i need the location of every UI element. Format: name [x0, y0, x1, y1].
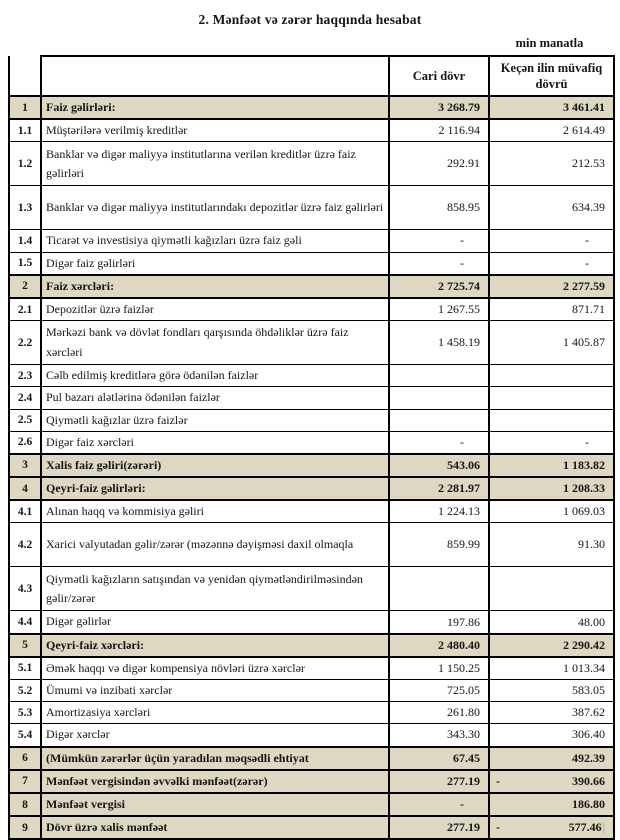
row-number-cell: 9 [9, 816, 41, 839]
current-value-cell: 277.19 [389, 816, 489, 839]
row-number-cell: 5.1 [9, 657, 41, 680]
table-row [9, 96, 614, 119]
current-value-cell: 1 458.19 [389, 321, 489, 365]
row-number-cell: 2.2 [9, 321, 41, 365]
previous-value-cell: 2 277.59 [489, 275, 614, 298]
row-number-cell: 1.2 [9, 142, 41, 186]
table-row [9, 275, 614, 298]
previous-value-cell [489, 770, 614, 793]
profit-loss-table [8, 55, 615, 840]
previous-value-cell: 871.71 [489, 298, 614, 321]
row-number-cell: 5.4 [9, 724, 41, 747]
previous-value-cell: - [489, 230, 614, 252]
table-row [9, 454, 614, 477]
previous-value-cell: - [489, 431, 614, 454]
previous-value-cell: 1 208.33 [489, 477, 614, 500]
row-label-cell: Pul bazarı alətlərinə ödənilən faizlər [41, 387, 389, 409]
current-value-cell: 1 150.25 [389, 657, 489, 680]
row-number-cell: 4.1 [9, 500, 41, 523]
minus-sign: - [496, 820, 500, 835]
row-label-cell: Faiz gəlirləri: [41, 96, 389, 119]
row-label-cell: Dövr üzrə xalis mənfəət [41, 816, 389, 839]
row-label-cell: Qeyri-faiz xərcləri: [41, 634, 389, 657]
row-number-cell: 5.3 [9, 702, 41, 724]
current-value-cell: 67.45 [389, 747, 489, 770]
table-row [9, 634, 614, 657]
row-number-cell: 7 [9, 770, 41, 793]
header-number-cell [9, 56, 41, 96]
current-value-cell: 292.91 [389, 142, 489, 186]
row-label-cell: Qiymətli kağızların satışından və yenidən qiymətləndirilməsindən gəlir/zərər [41, 567, 389, 611]
current-value-cell: 197.86 [389, 611, 489, 634]
current-value-cell [389, 567, 489, 611]
row-label-cell: Ümumi və inzibati xərclər [41, 680, 389, 702]
current-value-cell: 543.06 [389, 454, 489, 477]
table-row [9, 142, 614, 186]
cell-value: 390.66 [572, 773, 605, 788]
previous-value-cell [489, 365, 614, 387]
current-value-cell: 725.05 [389, 680, 489, 702]
scan-artifact: | [602, 820, 605, 835]
row-label-cell: Əmək haqqı və digər kompensiya növləri üzrə xərclər [41, 657, 389, 680]
row-number-cell: 1 [9, 96, 41, 119]
row-number-cell: 4.2 [9, 523, 41, 567]
row-number-cell: 4.3 [9, 567, 41, 611]
previous-value-cell: 212.53 [489, 142, 614, 186]
row-number-cell: 1.4 [9, 230, 41, 252]
row-label-cell: Mənfəət vergisindən əvvəlki mənfəət(zərər) [41, 770, 389, 793]
row-label-cell: Banklar və digər maliyyə institutlarına verilən kreditlər üzrə faiz gəlirləri [41, 142, 389, 186]
row-label-cell: Mərkəzi bank və dövlət fondları qarşısında öhdəliklər üzrə faiz xərcləri [41, 321, 389, 365]
previous-value-cell [489, 567, 614, 611]
current-value-cell: 261.80 [389, 702, 489, 724]
current-value-cell: 2 281.97 [389, 477, 489, 500]
unit-label: min manatla [515, 36, 584, 50]
previous-value-cell: 1 405.87 [489, 321, 614, 365]
table-row [9, 431, 614, 454]
row-number-cell: 5 [9, 634, 41, 657]
page-title: 2. Mənfəət və zərər haqqında hesabat [198, 12, 422, 27]
previous-value-cell: 1 013.34 [489, 657, 614, 680]
table-row [9, 702, 614, 724]
row-label-cell: Xarici valyutadan gəlir/zərər (məzənnə dəyişməsi daxil olmaqla [41, 523, 389, 567]
row-number-cell: 8 [9, 793, 41, 816]
current-value-cell: 1 224.13 [389, 500, 489, 523]
row-label-cell: Qeyri-faiz gəlirləri: [41, 477, 389, 500]
table-body [9, 96, 614, 839]
previous-value-cell [489, 816, 614, 839]
row-number-cell: 2.6 [9, 431, 41, 454]
row-number-cell: 2.3 [9, 365, 41, 387]
current-value-cell: - [389, 431, 489, 454]
table-row [9, 657, 614, 680]
row-number-cell: 1.1 [9, 119, 41, 142]
previous-value-cell [489, 409, 614, 431]
table-row [9, 523, 614, 567]
row-label-cell: (Mümkün zərərlər üçün yaradılan məqsədli ehtiyat [41, 747, 389, 770]
current-value-cell: 2 116.94 [389, 119, 489, 142]
previous-value-cell: 186.80 [489, 793, 614, 816]
table-row [9, 747, 614, 770]
row-label-cell: Xalis faiz gəliri(zərəri) [41, 454, 389, 477]
row-label-cell: Digər faiz gəlirləri [41, 252, 389, 275]
table-row [9, 186, 614, 230]
current-value-cell: - [389, 252, 489, 275]
table-row [9, 230, 614, 252]
table-row [9, 387, 614, 409]
table-row [9, 793, 614, 816]
row-number-cell: 2.4 [9, 387, 41, 409]
table-row [9, 409, 614, 431]
previous-value-cell: 492.39 [489, 747, 614, 770]
row-label-cell: Digər faiz xərcləri [41, 431, 389, 454]
current-value-cell: - [389, 230, 489, 252]
current-value-cell: 343.30 [389, 724, 489, 747]
current-value-cell [389, 365, 489, 387]
row-number-cell: 2.5 [9, 409, 41, 431]
row-number-cell: 6 [9, 747, 41, 770]
table-row [9, 252, 614, 275]
row-label-cell: Digər gəlirlər [41, 611, 389, 634]
previous-value-cell: 306.40 [489, 724, 614, 747]
row-number-cell: 1.5 [9, 252, 41, 275]
row-number-cell: 3 [9, 454, 41, 477]
cell-value: 577.46| [568, 820, 605, 835]
current-value-cell: 859.99 [389, 523, 489, 567]
row-number-cell: 4 [9, 477, 41, 500]
row-label-cell: Ticarət və investisiya qiymətli kağızları üzrə faiz gəli [41, 230, 389, 252]
previous-value-cell [489, 387, 614, 409]
row-label-cell: Amortizasiya xərcləri [41, 702, 389, 724]
row-label-cell: Banklar və digər maliyyə institutlarındakı depozitlər üzrə faiz gəlirləri [41, 186, 389, 230]
current-value-cell: 858.95 [389, 186, 489, 230]
table-row [9, 365, 614, 387]
header-label-cell [41, 56, 389, 96]
previous-value-cell: - [489, 252, 614, 275]
table-row [9, 816, 614, 839]
table-row [9, 298, 614, 321]
table-row [9, 500, 614, 523]
row-label-cell: Alınan haqq və kommisiya gəliri [41, 500, 389, 523]
row-label-cell: Qiymətli kağızlar üzrə faizlər [41, 409, 389, 431]
current-value-cell: 2 480.40 [389, 634, 489, 657]
previous-value-cell: 2 290.42 [489, 634, 614, 657]
previous-value-cell: 387.62 [489, 702, 614, 724]
table-row [9, 724, 614, 747]
current-value-cell: 277.19 [389, 770, 489, 793]
previous-value-cell: 3 461.41 [489, 96, 614, 119]
table-row [9, 567, 614, 611]
table-row [9, 680, 614, 702]
table-row [9, 321, 614, 365]
row-number-cell: 1.3 [9, 186, 41, 230]
row-label-cell: Mənfəət vergisi [41, 793, 389, 816]
current-value-cell: 3 268.79 [389, 96, 489, 119]
row-label-cell: Cəlb edilmiş kreditlərə görə ödənilən faizlər [41, 365, 389, 387]
previous-value-cell: 1 183.82 [489, 454, 614, 477]
minus-sign: - [496, 773, 500, 788]
previous-value-cell: 91.30 [489, 523, 614, 567]
current-value-cell: 2 725.74 [389, 275, 489, 298]
current-value-cell [389, 387, 489, 409]
table-row [9, 770, 614, 793]
previous-value-cell: 634.39 [489, 186, 614, 230]
header-previous-period: Keçən ilin müvafiq dövrü [489, 56, 614, 96]
row-number-cell: 4.4 [9, 611, 41, 634]
current-value-cell: 1 267.55 [389, 298, 489, 321]
previous-value-cell: 1 069.03 [489, 500, 614, 523]
table-row [9, 611, 614, 634]
row-number-cell: 5.2 [9, 680, 41, 702]
header-current-period: Cari dövr [389, 56, 489, 96]
previous-value-cell: 48.00 [489, 611, 614, 634]
header-row [9, 56, 614, 96]
row-number-cell: 2 [9, 275, 41, 298]
current-value-cell: - [389, 793, 489, 816]
row-number-cell: 2.1 [9, 298, 41, 321]
row-label-cell: Depozitlər üzrə faizlər [41, 298, 389, 321]
row-label-cell: Müştərilərə verilmiş kreditlər [41, 119, 389, 142]
previous-value-cell: 583.05 [489, 680, 614, 702]
previous-value-cell: 2 614.49 [489, 119, 614, 142]
row-label-cell: Digər xərclər [41, 724, 389, 747]
table-header [9, 56, 614, 96]
table-row [9, 477, 614, 500]
current-value-cell [389, 409, 489, 431]
table-row [9, 119, 614, 142]
row-label-cell: Faiz xərcləri: [41, 275, 389, 298]
